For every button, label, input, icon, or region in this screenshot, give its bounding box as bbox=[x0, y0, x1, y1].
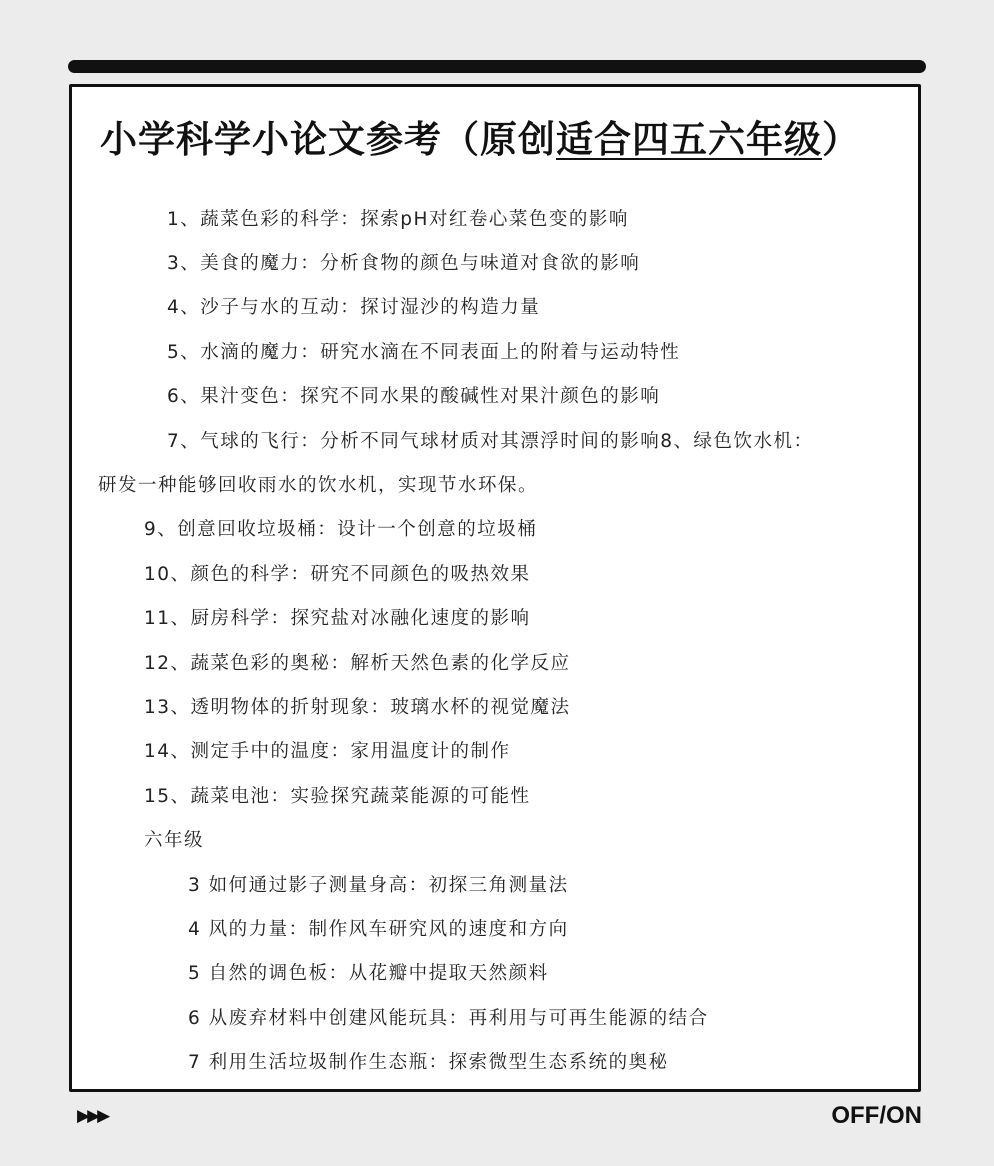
list-item: 15、蔬菜电池：实验探究蔬菜能源的可能性 bbox=[144, 786, 531, 807]
document-frame bbox=[69, 84, 921, 1092]
list-item: 6 从废弃材料中创建风能玩具：再利用与可再生能源的结合 bbox=[188, 1008, 709, 1029]
list-item: 4、沙子与水的互动：探讨湿沙的构造力量 bbox=[167, 297, 541, 318]
list-item: 3、美食的魔力：分析食物的颜色与味道对食欲的影响 bbox=[167, 253, 641, 274]
list-item-continuation: 研发一种能够回收雨水的饮水机，实现节水环保。 bbox=[98, 475, 539, 496]
list-item: 6、果汁变色：探究不同水果的酸碱性对果汁颜色的影响 bbox=[167, 386, 661, 407]
list-item: 9、创意回收垃圾桶：设计一个创意的垃圾桶 bbox=[144, 519, 538, 540]
list-item: 1、蔬菜色彩的科学：探索pH对红卷心菜色变的影响 bbox=[167, 209, 629, 230]
list-item: 5、水滴的魔力：研究水滴在不同表面上的附着与运动特性 bbox=[167, 342, 681, 363]
list-item: 3 如何通过影子测量身高：初探三角测量法 bbox=[188, 875, 569, 896]
title-end: ） bbox=[822, 117, 860, 161]
section-heading: 六年级 bbox=[144, 830, 205, 851]
title-highlight: 适合四五六年级 bbox=[556, 117, 822, 161]
list-item: 12、蔬菜色彩的奥秘：解析天然色素的化学反应 bbox=[144, 653, 571, 674]
list-item: 7、气球的飞行：分析不同气球材质对其漂浮时间的影响8、绿色饮水机： bbox=[167, 431, 814, 452]
list-item: 4 风的力量：制作风车研究风的速度和方向 bbox=[188, 919, 569, 940]
title-main: 小学科学小论文参考（原创 bbox=[100, 117, 556, 161]
list-item: 11、厨房科学：探究盐对冰融化速度的影响 bbox=[144, 608, 531, 629]
top-bar-divider bbox=[68, 60, 926, 73]
list-item: 13、透明物体的折射现象：玻璃水杯的视觉魔法 bbox=[144, 697, 571, 718]
document-title bbox=[100, 109, 900, 163]
list-item: 5 自然的调色板：从花瓣中提取天然颜料 bbox=[188, 963, 549, 984]
forward-arrows-icon: ▶▶▶ bbox=[77, 1106, 108, 1126]
list-item: 14、测定手中的温度：家用温度计的制作 bbox=[144, 741, 511, 762]
list-item: 7 利用生活垃圾制作生态瓶：探索微型生态系统的奥秘 bbox=[188, 1052, 669, 1073]
list-item: 10、颜色的科学：研究不同颜色的吸热效果 bbox=[144, 564, 531, 585]
off-on-toggle-label: OFF/ON bbox=[831, 1102, 922, 1129]
